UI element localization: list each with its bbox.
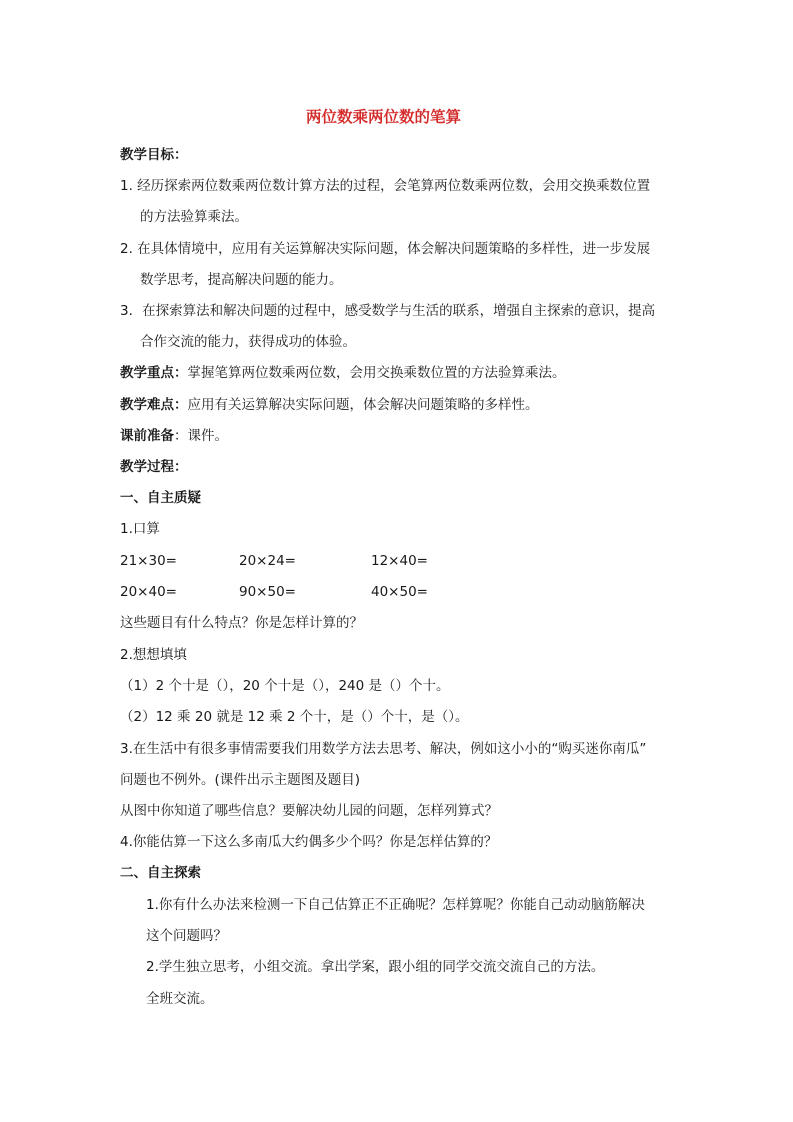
fill-item-1: （1）2 个十是（），20 个十是（），240 是（）个十。 [120,678,450,694]
item-3-line2: 问题也不例外。(课件出示主题图及题目) [120,772,361,788]
section2-item-3: 全班交流。 [146,991,214,1007]
oral-calc-item: 20×24= [239,553,296,569]
section2-heading: 二、自主探索 [120,865,201,881]
preparation-label: 课前准备 [120,428,174,444]
section2-item-2: 2.学生独立思考，小组交流。拿出学案，跟小组的同学交流交流自己的方法。 [146,959,605,975]
objective-3-line2: 合作交流的能力，获得成功的体验。 [140,334,356,350]
objective-2-line2: 数学思考，提高解决问题的能力。 [140,272,343,288]
objective-2-line1: 2. 在具体情境中，应用有关运算解决实际问题，体会解决问题策略的多样性，进一步发展 [120,241,651,257]
objective-1-line2: 的方法验算乘法。 [140,209,248,225]
difficulty-text: 应用有关运算解决实际问题，体会解决问题策略的多样性。 [187,397,539,413]
fill-title: 2.想想填填 [120,647,187,663]
oral-calc-item: 20×40= [120,584,177,600]
difficulty-label: 教学难点： [120,397,188,413]
preparation [120,427,228,445]
item-3-line1: 3.在生活中有很多事情需要我们用数学方法去思考、解决，例如这小小的“购买迷你南瓜” [120,741,647,757]
oral-calc-title: 1.口算 [120,521,160,537]
objective-3-line1: 3．在探索算法和解决问题的过程中，感受数学与生活的联系，增强自主探索的意识，提高 [120,303,656,319]
key-point-label: 教学重点： [120,365,188,381]
key-point [120,364,566,382]
section2-item-1-line2: 这个问题吗？ [146,928,227,944]
oral-calc-item: 90×50= [239,584,296,600]
oral-calc-item: 12×40= [371,553,428,569]
oral-calc-item: 40×50= [371,584,428,600]
difficulty [120,396,539,414]
process-heading: 教学过程： [120,459,188,475]
item-4: 4.你能估算一下这么多南瓜大约偶多少个吗？你是怎样估算的？ [120,834,498,850]
preparation-text: ：课件。 [174,428,228,444]
objectives-heading: 教学目标： [120,147,188,163]
question-1: 这些题目有什么特点？你是怎样计算的？ [120,615,363,631]
document-title: 两位数乘两位数的笔算 [306,108,462,126]
section2-item-1-line1: 1.你有什么办法来检测一下自己估算正不正确呢？怎样算呢？你能自己动动脑筋解决 [146,897,645,913]
key-point-text: 掌握笔算两位数乘两位数，会用交换乘数位置的方法验算乘法。 [187,365,566,381]
objective-1-line1: 1. 经历探索两位数乘两位数计算方法的过程，会笔算两位数乘两位数，会用交换乘数位置 [120,178,651,194]
item-3-line3: 从图中你知道了哪些信息？要解决幼儿园的问题，怎样列算式？ [120,803,498,819]
oral-calc-item: 21×30= [120,553,177,569]
section1-heading: 一、自主质疑 [120,490,201,506]
fill-item-2: （2）12 乘 20 就是 12 乘 2 个十，是（）个十，是（）。 [120,709,469,725]
